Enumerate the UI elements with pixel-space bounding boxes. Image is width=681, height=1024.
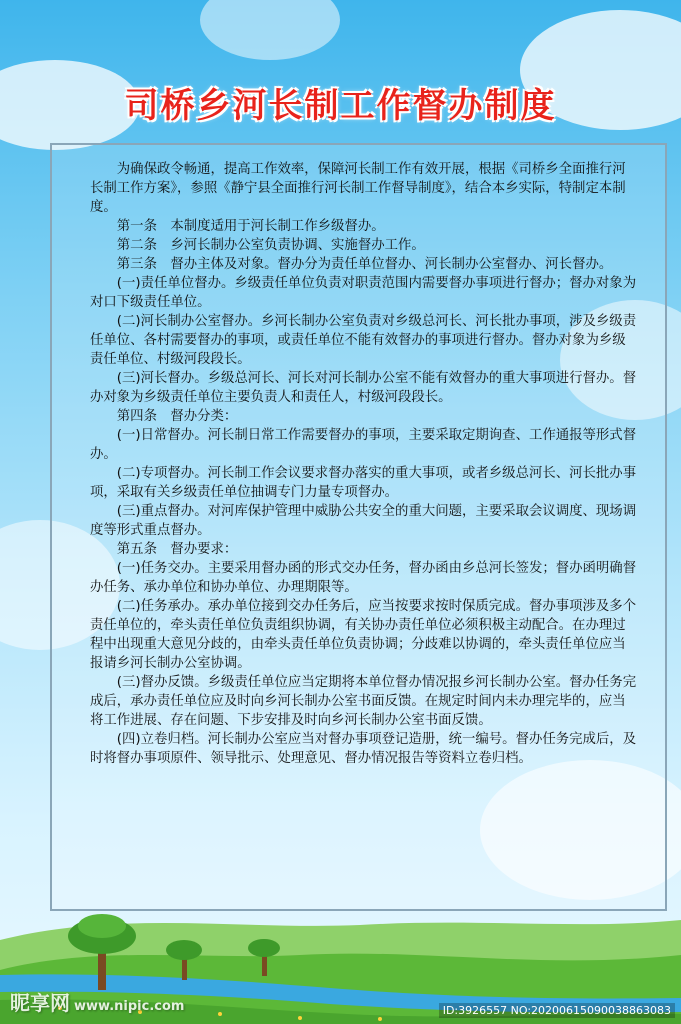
cloud-decoration [200, 0, 340, 60]
paragraph: 为确保政令畅通，提高工作效率，保障河长制工作有效开展，根据《司桥乡全面推行河长制工作方案》，参照《静宁县全面推行河长制工作督导制度》，结合本乡实际，特制定本制度。 [90, 162, 626, 215]
paragraph: (一)责任单位督办。乡级责任单位负责对职责范围内需要督办事项进行督办；督办对象为对口下级责任单位。 [90, 276, 637, 310]
paragraph: (二)河长制办公室督办。乡河长制办公室负责对乡级总河长、河长批办事项，涉及乡级责任单位、各村需要督办的事项，或责任单位不能有效督办的事项进行督办。督办对象为乡级责任单位、村级河段段长。 [90, 314, 637, 367]
paragraph: (一)日常督办。河长制日常工作需要督办的事项，主要采取定期询查、工作通报等形式督办。 [90, 428, 637, 462]
paragraph: (二)任务承办。承办单位接到交办任务后，应当按要求按时保质完成。督办事项涉及多个责任单位的，牵头责任单位负责组织协调，有关协办责任单位必须积极主动配合。在办理过程中出现重大意见分歧的，由牵头责任单位负责协调；分歧难以协调的，牵头责任单位应当报请乡河长制办公室协调。 [90, 599, 637, 671]
paragraph: 第三条 督办主体及对象。督办分为责任单位督办、河长制办公室督办、河长督办。 [116, 257, 613, 272]
paragraph: (三)重点督办。对河库保护管理中威胁公共安全的重大问题，主要采取会议调度、现场调度等形式重点督办。 [90, 504, 637, 538]
paragraph: 第二条 乡河长制办公室负责协调、实施督办工作。 [116, 238, 425, 253]
logo-text: 昵享网 [10, 991, 70, 1015]
paragraph: 第四条 督办分类： [116, 409, 238, 424]
image-id-label: ID:3926557 NO:20200615090038863083 [439, 1003, 675, 1018]
paragraph: 第一条 本制度适用于河长制工作乡级督办。 [116, 219, 385, 234]
page-title: 司桥乡河长制工作督办制度 [124, 86, 557, 126]
paragraph: (四)立卷归档。河长制办公室应当对督办事项登记造册，统一编号。督办任务完成后，及时将督办事项原件、领导批示、处理意见、督办情况报告等资料立卷归档。 [90, 732, 637, 766]
document-body [90, 160, 638, 768]
paragraph: (二)专项督办。河长制工作会议要求督办落实的重大事项，或者乡级总河长、河长批办事项，采取有关乡级责任单位抽调专门力量专项督办。 [90, 466, 637, 500]
watermark-logo [10, 987, 184, 1016]
paragraph: (三)河长督办。乡级总河长、河长对河长制办公室不能有效督办的重大事项进行督办。督办对象为乡级责任单位主要负责人和责任人，村级河段段长。 [90, 371, 637, 405]
paragraph: (三)督办反馈。乡级责任单位应当定期将本单位督办情况报乡河长制办公室。督办任务完成后，承办责任单位应及时向乡河长制办公室书面反馈。在规定时间内未办理完毕的，应当将工作进展、存在问题、下步安排及时向乡河长制办公室书面反馈。 [90, 675, 637, 728]
logo-url: www.nipic.com [74, 999, 185, 1014]
paragraph: (一)任务交办。主要采用督办函的形式交办任务，督办函由乡总河长签发；督办函明确督办任务、承办单位和协办单位、办理期限等。 [90, 561, 637, 595]
paragraph: 第五条 督办要求： [116, 542, 238, 557]
